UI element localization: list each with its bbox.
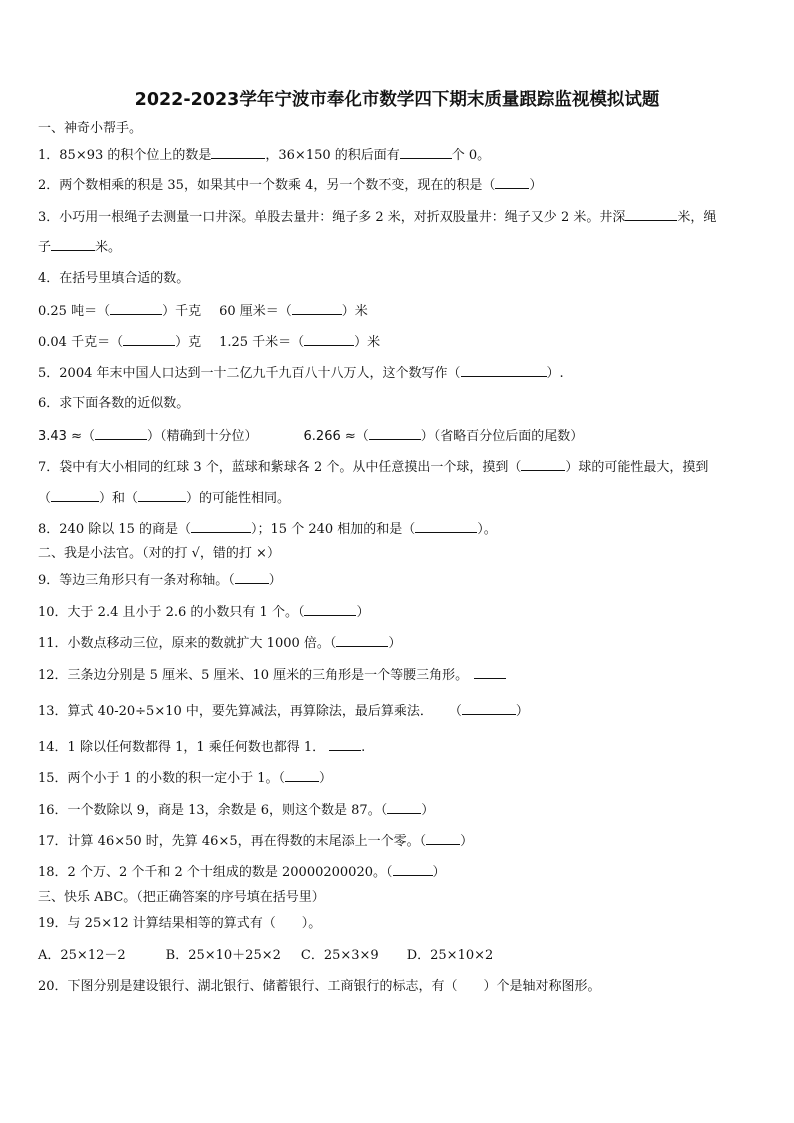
answer-blank[interactable] <box>51 489 99 502</box>
question-6-row <box>38 427 583 446</box>
question-7-text-d: ）和（ <box>99 491 139 506</box>
question-7-text-e: ）的可能性相同。 <box>186 491 291 506</box>
question-15-text: ） <box>318 771 332 786</box>
question-10-text: ） <box>356 605 370 620</box>
section-heading-2: 二、我是小法官。（对的打 √，错的打 ×） <box>38 546 280 561</box>
question-13-text: 13．算式 40-20÷5×10 中，要先算减法，再算除法，最后算乘法． <box>38 704 433 719</box>
question-17 <box>38 832 473 851</box>
question-7-text-b: ）球的可能性最大，摸到 <box>565 460 709 475</box>
section-heading-1: 一、神奇小帮手。 <box>38 121 143 136</box>
answer-blank[interactable] <box>110 302 162 315</box>
section-heading-3: 三、快乐 ABC。（把正确答案的序号填在括号里） <box>38 890 325 905</box>
answer-blank[interactable] <box>393 863 433 876</box>
question-10-text: 10．大于 2.4 且小于 2.6 的小数只有 1 个。（ <box>38 605 305 620</box>
question-8 <box>38 520 497 539</box>
question-10 <box>38 603 369 622</box>
question-11-text: ） <box>388 636 402 651</box>
question-2-text-a: 2．两个数相乘的积是 35，如果其中一个数乘 4，另一个数不变，现在的积是（ <box>38 178 496 193</box>
answer-blank[interactable] <box>625 208 677 221</box>
answer-blank[interactable] <box>495 176 529 189</box>
question-6-expression: 6.266 ≈ <box>303 429 356 444</box>
page-title: 2022-2023学年宁波市奉化市数学四下期末质量跟踪监视模拟试题 <box>134 90 660 110</box>
question-12-text: 12．三条边分别是 5 厘米、5 厘米、10 厘米的三角形是一个等腰三角形。 <box>38 668 469 683</box>
question-18 <box>38 863 446 882</box>
answer-blank[interactable] <box>400 146 452 159</box>
question-16 <box>38 801 434 820</box>
question-13-text: ） <box>515 704 529 719</box>
question-16-text: ） <box>421 803 435 818</box>
answer-blank[interactable] <box>304 603 356 616</box>
question-17-text: ） <box>460 834 474 849</box>
question-15 <box>38 769 332 788</box>
question-3 <box>38 208 716 227</box>
question-4-text: 0.25 吨＝（ <box>38 304 111 319</box>
question-8-text-b: ）；15 个 240 相加的和是（ <box>251 522 416 537</box>
answer-blank[interactable] <box>521 458 565 471</box>
question-3-continued <box>38 238 121 257</box>
question-2-text-b: ） <box>529 178 543 193</box>
question-16-text: 16．一个数除以 9，商是 13，余数是 6，则这个数是 87。（ <box>38 803 388 818</box>
question-19-options <box>38 947 493 965</box>
question-18-text: ） <box>432 865 446 880</box>
question-11-text: 11．小数点移动三位，原来的数就扩大 1000 倍。（ <box>38 636 337 651</box>
question-20: 20．下图分别是建设银行、湖北银行、储蓄银行、工商银行的标志，有（ ）个是轴对称图形。 <box>38 979 601 994</box>
question-14-text: 14．1 除以任何数都得 1，1 乘任何数也都得 1． <box>38 740 326 755</box>
answer-blank[interactable] <box>329 738 361 751</box>
answer-blank[interactable] <box>426 832 460 845</box>
question-13-text: （ <box>448 704 462 719</box>
answer-blank[interactable] <box>304 333 354 346</box>
option-c[interactable]: C．25×3×9 <box>300 948 379 963</box>
question-4: 4．在括号里填合适的数。 <box>38 271 190 286</box>
option-d[interactable]: D．25×10×2 <box>406 948 494 963</box>
answer-blank[interactable] <box>235 571 269 584</box>
option-a[interactable]: A．25×12－2 <box>38 948 126 963</box>
question-14-text: . <box>361 740 366 755</box>
question-17-text: 17．计算 46×50 时，先算 46×5，再在得数的末尾添上一个零。（ <box>38 834 427 849</box>
question-4-text: 1.25 千米＝（ <box>219 335 305 350</box>
question-9-text: ） <box>268 573 282 588</box>
question-1 <box>38 146 490 165</box>
answer-blank[interactable] <box>138 489 186 502</box>
question-6-expression: 3.43 ≈ <box>38 429 82 444</box>
question-8-text-c: ）。 <box>477 522 497 537</box>
question-3-text-b: 米，绳 <box>677 210 717 225</box>
question-6-text: ）（省略百分位后面的尾数） <box>420 429 584 444</box>
question-4-text: 0.04 千克＝（ <box>38 335 124 350</box>
option-b[interactable]: B．25×10＋25×2 <box>165 948 281 963</box>
question-7-text-a: 7．袋中有大小相同的红球 3 个，蓝球和紫球各 2 个。从中任意摸出一个球，摸到（ <box>38 460 522 475</box>
question-5-text-b: ）. <box>546 366 564 381</box>
answer-blank[interactable] <box>292 302 342 315</box>
question-4-text: 60 厘米＝（ <box>219 304 292 319</box>
question-1-text-c: 个 0。 <box>451 148 491 163</box>
question-8-text-a: 8．240 除以 15 的商是（ <box>38 522 192 537</box>
question-4-text: ）米 <box>341 304 368 319</box>
answer-blank[interactable] <box>369 427 421 440</box>
answer-blank[interactable] <box>123 333 175 346</box>
question-12 <box>38 666 506 685</box>
question-4-row-2 <box>38 333 380 352</box>
question-4-text: ）千克 <box>162 304 202 319</box>
answer-blank[interactable] <box>95 427 147 440</box>
answer-blank[interactable] <box>387 801 421 814</box>
question-6: 6．求下面各数的近似数。 <box>38 396 190 411</box>
question-7 <box>38 458 708 477</box>
question-14 <box>38 738 365 757</box>
question-6-text: （ <box>355 429 369 444</box>
question-3-text-d: 米。 <box>95 240 122 255</box>
question-15-text: 15．两个小于 1 的小数的积一定小于 1。（ <box>38 771 285 786</box>
question-7-text-c: （ <box>38 491 52 506</box>
question-6-text: （ <box>81 429 95 444</box>
answer-blank[interactable] <box>336 634 388 647</box>
answer-blank[interactable] <box>474 666 506 679</box>
question-11 <box>38 634 401 653</box>
question-13 <box>38 702 529 721</box>
question-6-text: ）（精确到十分位） <box>147 429 258 444</box>
answer-blank[interactable] <box>285 769 319 782</box>
question-19: 19．与 25×12 计算结果相等的算式有（ ）。 <box>38 916 322 931</box>
question-5-text-a: 5．2004 年末中国人口达到一十二亿九千九百八十八万人，这个数写作（ <box>38 366 461 381</box>
question-1-text-b: ，36×150 的积后面有 <box>265 148 400 163</box>
question-5 <box>38 364 564 383</box>
answer-blank[interactable] <box>461 364 547 377</box>
question-9 <box>38 571 282 590</box>
question-3-text-a: 3．小巧用一根绳子去测量一口井深。单股去量井：绳子多 2 米，对折双股量井：绳子又少 2 米。井深 <box>38 210 626 225</box>
question-7-continued <box>38 489 290 508</box>
answer-blank[interactable] <box>211 146 265 159</box>
question-3-text-c: 子 <box>38 240 52 255</box>
question-18-text: 18．2 个万、2 个千和 2 个十组成的数是 20000200020。（ <box>38 865 393 880</box>
answer-blank[interactable] <box>415 520 477 533</box>
question-4-text: ）米 <box>354 335 381 350</box>
answer-blank[interactable] <box>462 702 516 715</box>
question-4-text: ）克 <box>175 335 202 350</box>
question-9-text: 9．等边三角形只有一条对称轴。（ <box>38 573 235 588</box>
question-2 <box>38 176 542 195</box>
question-1-text-a: 1．85×93 的积个位上的数是 <box>38 148 212 163</box>
answer-blank[interactable] <box>191 520 251 533</box>
question-4-row-1 <box>38 302 368 321</box>
answer-blank[interactable] <box>51 238 95 251</box>
